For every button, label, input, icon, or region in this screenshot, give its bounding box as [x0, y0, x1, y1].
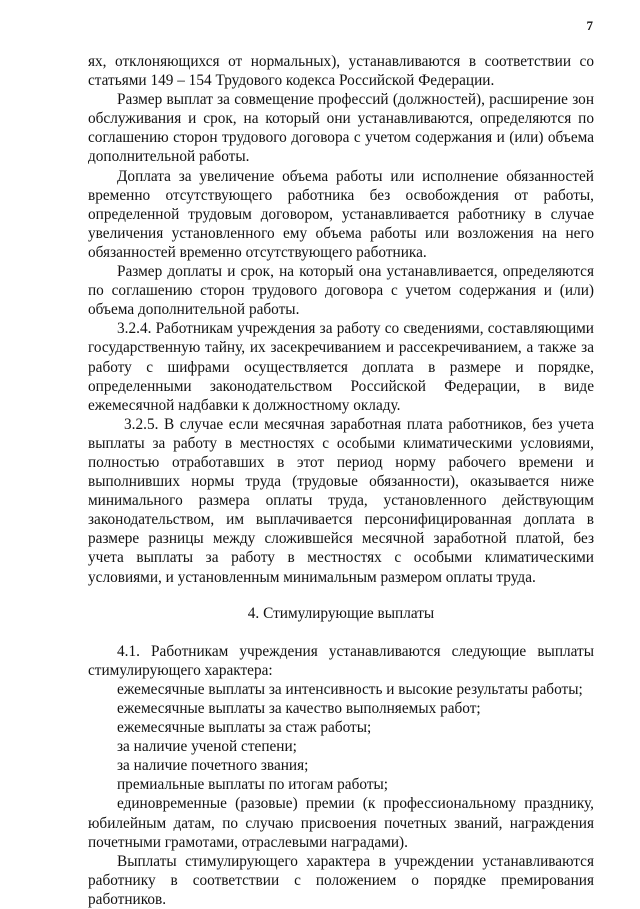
paragraph-3-2-5: 3.2.5. В случае если месячная заработная плата работников, без учета выплаты за работу в местностях с особыми климатическими условиями, полностью отработавших в этот период норму рабочего времени и выполнивших нормы труда (трудовые обязанности), оказывается ниже минимального размера оплаты труда, установленного действующим законодательством, им выплачивается персонифицированная доплата в размере разницы между сложившейся месячной заработной платой, без учета выплаты за работу в местностях с особыми климатическими условиями, и установленным минимальным размером оплаты труда. — [88, 415, 594, 586]
section-title: 4. Стимулирующие выплаты — [247, 604, 435, 622]
list-item: ежемесячные выплаты за стаж работы; — [117, 719, 372, 737]
incentive-list — [88, 680, 594, 852]
paragraph-3-2-4: 3.2.4. Работникам учреждения за работу со сведениями, составляющими государственную тайну, их засекречиванием и рассекречиванием, а также за работу с шифрами осуществляется доплата в размере и порядке, определенными законодательством Российской Федерации, в виде ежемесячной надбавки к должностному окладу. — [88, 320, 594, 414]
list-item: премиальные выплаты по итогам работы; — [117, 776, 389, 794]
list-item: единовременные (разовые) премии (к профессиональному празднику, юбилейным датам, по случаю присвоения почетных званий, награждения почетными грамотами, отраслевыми наградами). — [88, 795, 594, 851]
paragraph-workload-increase: Доплата за увеличение объема работы или исполнение обязанностей временно отсутствующего работника без освобождения от работы, определенной трудовым договором, устанавливается работнику в случае увеличения установленного ему объема работы или возложения на него обязанностей временно отсутствующего работника. — [88, 167, 594, 261]
paragraph-surcharge-size: Размер доплаты и срок, на который она устанавливается, определяются по соглашению сторон трудового договора с учетом содержания и (или) объема дополнительной работы. — [88, 263, 594, 319]
paragraph-closing: Выплаты стимулирующего характера в учреждении устанавливаются работнику в соответствии с положением о порядке премирования работников. — [88, 852, 594, 908]
paragraph-4-1: 4.1. Работникам учреждения устанавливаются следующие выплаты стимулирующего характера: — [88, 642, 594, 679]
page-number: 7 — [586, 18, 593, 33]
list-item: ежемесячные выплаты за качество выполняемых работ; — [117, 700, 481, 717]
list-item: ежемесячные выплаты за интенсивность и высокие результаты работы; — [117, 680, 583, 698]
list-item: за наличие ученой степени; — [117, 738, 297, 756]
paragraph-combination-payments: Размер выплат за совмещение профессий (должностей), расширение зон обслуживания и срок, на который они устанавливаются, определяются по соглашению сторон трудового договора с учетом содержания и (или) объема дополнительной работы. — [88, 91, 594, 166]
document-body — [88, 52, 594, 909]
list-item: за наличие почетного звания; — [117, 757, 309, 775]
paragraph-continuation: ях, отклоняющихся от нормальных), устанавливаются в соответствии со статьями 149 – 154 Трудового кодекса Российской Федерации. — [88, 53, 594, 90]
